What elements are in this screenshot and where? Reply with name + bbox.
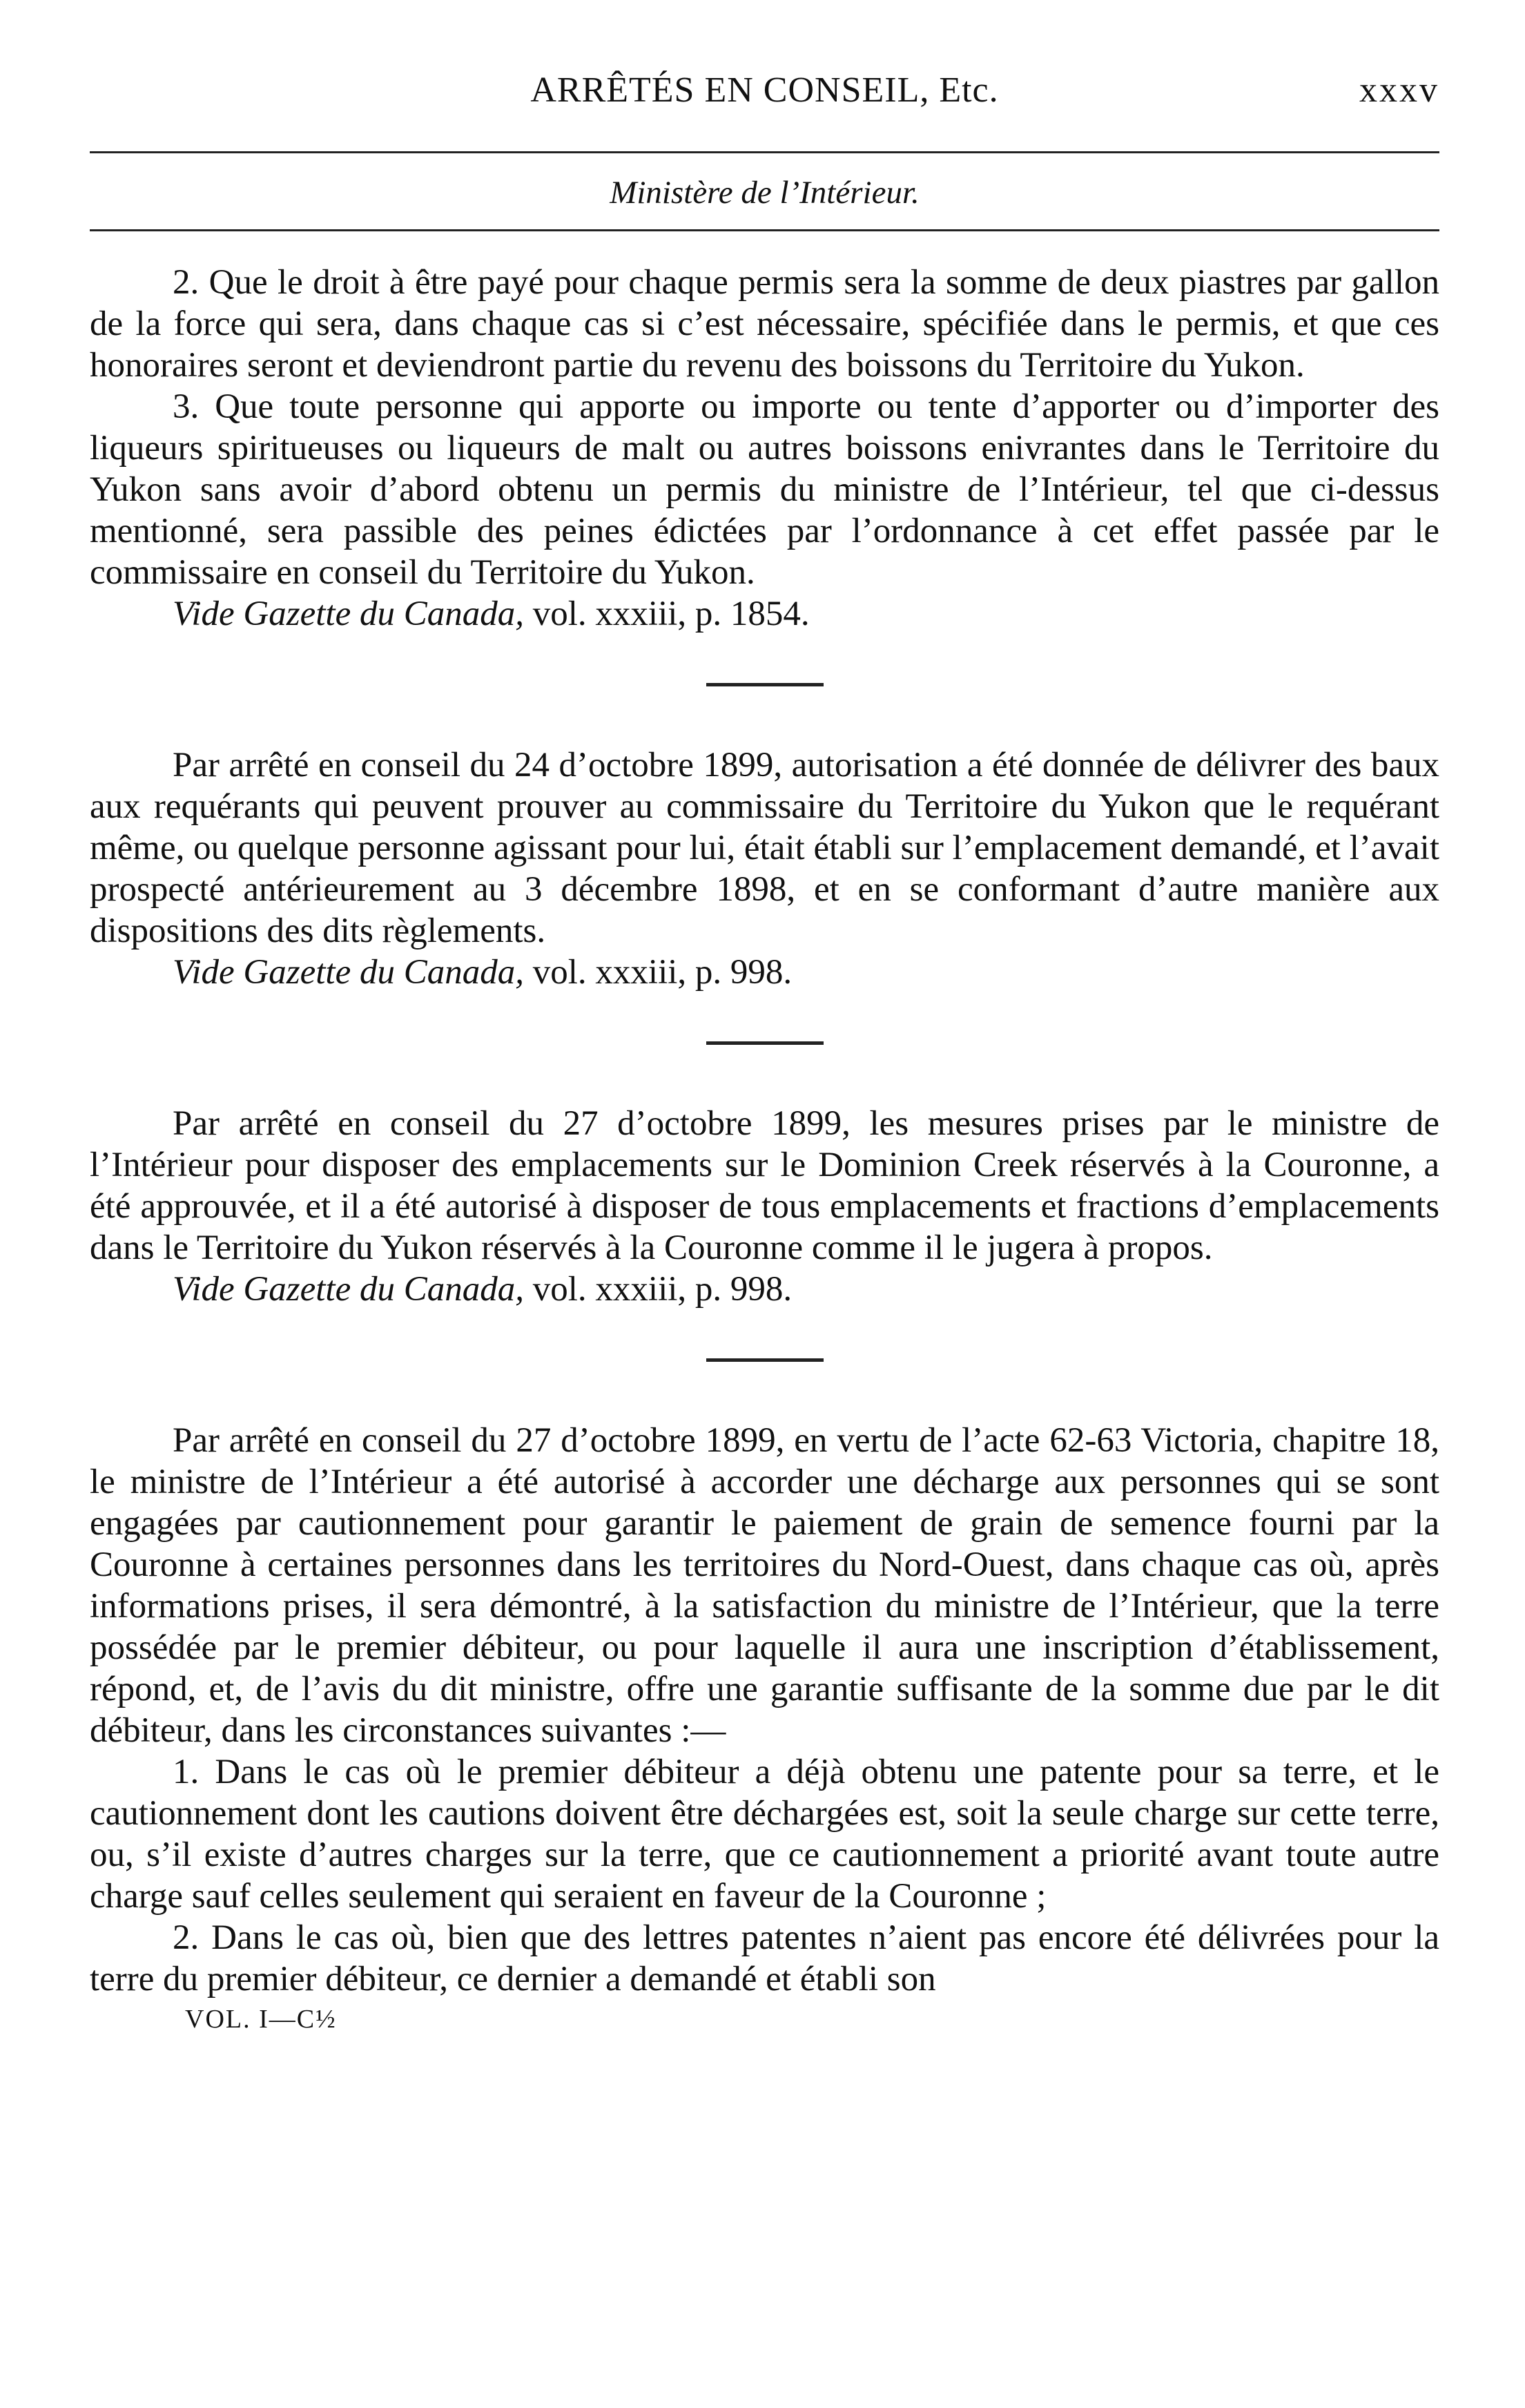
paragraph: Par arrêté en conseil du 27 d’octobre 1899, en vertu de l’acte 62-63 Victoria, chapitre 18, le ministre de l’Intérieur a été autorisé à accorder une décharge aux personnes qui se sont engagées par cautionnement pour garantir le paiement de grain de semence fourni par la Couronne à certaines personnes dans les territoires du Nord-Ouest, dans chaque cas où, après informations prises, il sera démontré, à la satisfaction du ministre de l’Intérieur, que la terre possédée par le premier débiteur, ou pour laquelle il aura une inscription d’établissement, répond, et, de l’avis du dit ministre, offre une garantie suffisante de la somme due par le dit débiteur, dans les circonstances suivantes :— (90, 1421, 1439, 1750)
section-separator (706, 1358, 824, 1362)
citation-source: Vide Gazette du Canada, (173, 1270, 524, 1309)
body-text (90, 262, 1439, 2034)
printer-signature: VOL. I—C½ (185, 2005, 337, 2034)
gazette-citation (90, 593, 1439, 635)
paragraph: Par arrêté en conseil du 27 d’octobre 1899, les mesures prises par le ministre de l’Intérieur pour disposer des emplacements sur le Dominion Creek réservés à la Couronne, a été approuvée, et il a été autorisé à disposer de tous emplacements et fractions d’emplacements dans le Territoire du Yukon réservés à la Couronne comme il le jugera à propos. (90, 1104, 1439, 1267)
paragraph: 2. Dans le cas où, bien que des lettres patentes n’aient pas encore été délivrées pour la terre du premier débiteur, ce dernier a demandé et établi son (90, 1918, 1439, 1998)
section-separator (706, 683, 824, 686)
citation-reference: vol. xxxiii, p. 1854. (532, 595, 810, 633)
gazette-citation (90, 1269, 1439, 1310)
citation-source: Vide Gazette du Canada, (173, 953, 524, 992)
section-heading: Ministère de l’Intérieur. (610, 175, 920, 211)
paragraph: Par arrêté en conseil du 24 d’octobre 1899, autorisation a été donnée de délivrer des baux aux requérants qui peuvent prouver au commissaire du Territoire du Yukon que le requérant même, ou quelque personne agissant pour lui, était établi sur l’emplacement demandé, et l’avait prospecté antérieurement au 3 décembre 1898, et en se conformant d’autre manière aux dispositions des dits règlements. (90, 746, 1439, 950)
citation-reference: vol. xxxiii, p. 998. (532, 1270, 793, 1309)
citation-source: Vide Gazette du Canada, (173, 595, 524, 633)
gazette-citation (90, 952, 1439, 993)
page-number: xxxv (1359, 70, 1439, 110)
running-title: ARRÊTÉS EN CONSEIL, Etc. (530, 70, 999, 110)
running-header (90, 66, 1439, 121)
section-separator (706, 1041, 824, 1045)
citation-reference: vol. xxxiii, p. 998. (532, 953, 793, 992)
section-rule (90, 229, 1439, 231)
paragraph: 1. Dans le cas où le premier débiteur a déjà obtenu une patente pour sa terre, et le cautionnement dont les cautions doivent être déchargées est, soit la seule charge sur cette terre, ou, s’il existe d’autres charges sur la terre, que ce cautionnement a priorité avant toute autre charge sauf celles seulement qui seraient en faveur de la Couronne ; (90, 1753, 1439, 1916)
paragraph: 2. Que le droit à être payé pour chaque permis sera la somme de deux piastres par gallon de la force qui sera, dans chaque cas si c’est nécessaire, spécifiée dans le permis, et que ces honoraires seront et deviendront partie du revenu des boissons du Territoire du Yukon. (90, 263, 1439, 385)
paragraph: 3. Que toute personne qui apporte ou importe ou tente d’apporter ou d’importer des liqueurs spiritueuses ou liqueurs de malt ou autres boissons enivrantes dans le Territoire du Yukon sans avoir d’abord obtenu un permis du ministre de l’Intérieur, tel que ci-dessus mentionné, sera passible des peines édictées par l’ordonnance à cet effet passée par le commissaire en conseil du Territoire du Yukon. (90, 387, 1439, 592)
document-page (90, 66, 1439, 2034)
